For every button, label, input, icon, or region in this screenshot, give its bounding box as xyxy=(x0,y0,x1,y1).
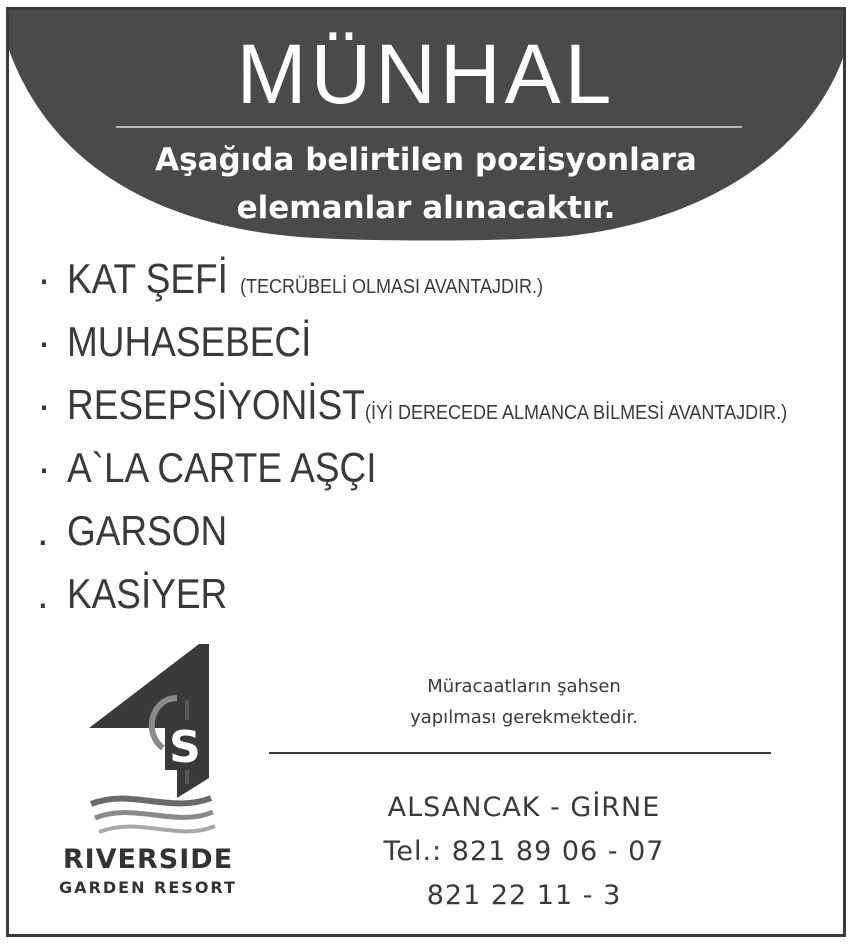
position-note: (TECRÜBELİ OLMASI AVANTAJDIR.) xyxy=(239,276,543,298)
header-banner xyxy=(9,10,843,245)
bullet: · xyxy=(37,255,51,302)
bullet: · xyxy=(37,381,51,428)
subtitle-line1: Aşağıda belirtilen pozisyonlara xyxy=(155,142,697,178)
position-title: A`LA CARTE AŞÇI xyxy=(67,444,377,491)
position-note: (İYİ DERECEDE ALMANCA BİLMESİ AVANTAJDIR.) xyxy=(365,402,788,424)
position-item xyxy=(37,318,834,381)
contact-divider xyxy=(269,752,771,754)
page-title: MÜNHAL xyxy=(236,27,616,121)
phone-secondary: 821 22 11 - 3 xyxy=(426,880,622,911)
position-item xyxy=(37,570,834,633)
brand-tagline: GARDEN RESORT xyxy=(59,878,237,897)
application-note-line1: Müracaatların şahsen xyxy=(427,676,621,697)
position-item xyxy=(37,381,834,444)
phone-primary: Tel.: 821 89 06 - 07 xyxy=(383,836,665,867)
position-title: KAT ŞEFİ xyxy=(67,255,228,302)
position-item xyxy=(37,444,834,507)
bullet: . xyxy=(37,507,49,554)
brand-name: RIVERSIDE xyxy=(62,844,234,875)
header-rule xyxy=(116,126,742,128)
position-title: KASİYER xyxy=(67,570,228,617)
position-item xyxy=(37,255,834,318)
position-item xyxy=(37,507,834,570)
bullet: . xyxy=(37,570,49,617)
advertisement-frame xyxy=(6,7,846,937)
positions-list xyxy=(37,255,834,633)
position-title: RESEPSİYONİST xyxy=(67,381,365,428)
position-title: MUHASEBECİ xyxy=(67,318,312,365)
resort-logo-icon xyxy=(81,638,281,918)
bullet: · xyxy=(37,318,51,365)
application-note-line2: yapılması gerekmektedir. xyxy=(410,707,638,728)
subtitle-line2: elemanlar alınacaktır. xyxy=(236,190,616,226)
location: ALSANCAK - GİRNE xyxy=(387,792,661,823)
bullet: · xyxy=(37,444,51,491)
position-title: GARSON xyxy=(67,507,228,554)
logo-letter: S xyxy=(169,722,201,773)
